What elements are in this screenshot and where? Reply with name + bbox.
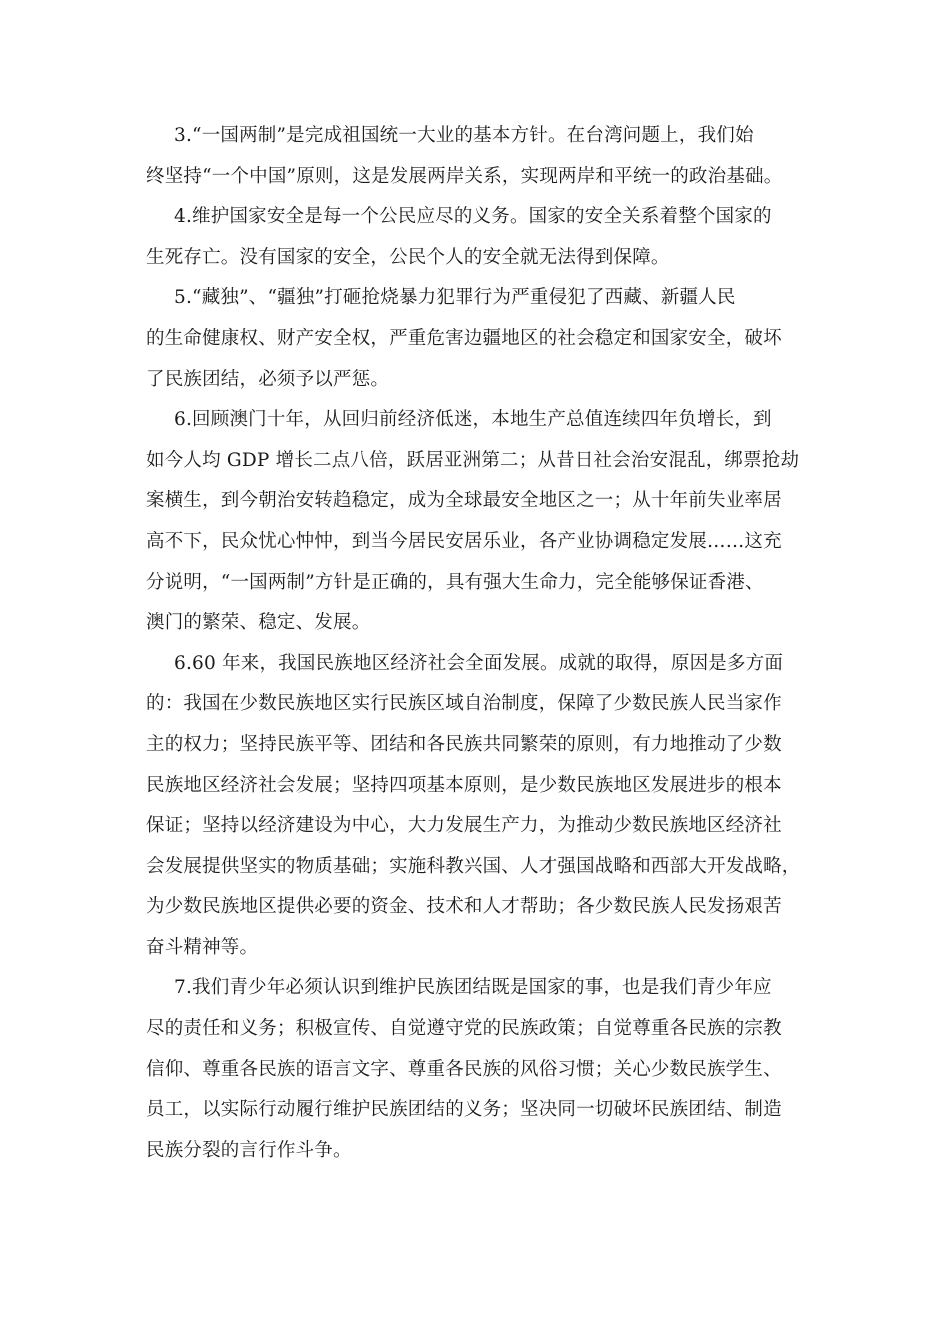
paragraph-line: 6.回顾澳门十年，从回归前经济低迷，本地生产总值连续四年负增长，到 — [174, 409, 772, 431]
paragraph-6-macau — [146, 400, 811, 644]
paragraph-line: 终坚持“一个中国”原则，这是发展两岸关系，实现两岸和平统一的政治基础。 — [146, 165, 783, 187]
paragraph-7 — [146, 968, 811, 1171]
paragraph-line: 高不下，民众忧心忡忡，到当今居民安居乐业，各产业协调稳定发展……这充 — [146, 530, 782, 552]
paragraph-line: 保证；坚持以经济建设为中心，大力发展生产力，为推动少数民族地区经济社 — [146, 815, 782, 837]
paragraph-5 — [146, 278, 811, 400]
paragraph-line: 信仰、尊重各民族的语言文字、尊重各民族的风俗习惯；关心少数民族学生、 — [146, 1058, 782, 1080]
paragraph-line: 会发展提供坚实的物质基础；实施科教兴国、人才强国战略和西部大开发战略， — [146, 855, 801, 877]
paragraph-line: 的：我国在少数民族地区实行民族区域自治制度，保障了少数民族人民当家作 — [146, 693, 782, 715]
paragraph-line: 澳门的繁荣、稳定、发展。 — [146, 612, 371, 634]
paragraph-line: 主的权力；坚持民族平等、团结和各民族共同繁荣的原则，有力地推动了少数 — [146, 733, 782, 755]
paragraph-line: 为少数民族地区提供必要的资金、技术和人才帮助；各少数民族人民发扬艰苦 — [146, 896, 782, 918]
paragraph-4 — [146, 197, 811, 278]
paragraph-6-ethnic-regions — [146, 644, 811, 969]
paragraph-line: 生死存亡。没有国家的安全，公民个人的安全就无法得到保障。 — [146, 246, 670, 268]
paragraph-line: 案横生，到今朝治安转趋稳定，成为全球最安全地区之一；从十年前失业率居 — [146, 490, 782, 512]
paragraph-line: 3.“一国两制”是完成祖国统一大业的基本方针。在台湾问题上，我们始 — [174, 125, 754, 146]
paragraph-line: 的生命健康权、财产安全权，严重危害边疆地区的社会稳定和国家安全，破坏 — [146, 327, 782, 349]
paragraph-3 — [146, 116, 811, 197]
paragraph-line: 7.我们青少年必须认识到维护民族团结既是国家的事，也是我们青少年应 — [174, 977, 772, 999]
document-body — [146, 116, 811, 1171]
paragraph-line: 了民族团结，必须予以严惩。 — [146, 368, 390, 390]
paragraph-line: 分说明，“一国两制”方针是正确的，具有强大生命力，完全能够保证香港、 — [146, 571, 764, 593]
paragraph-line: 6.60 年来，我国民族地区经济社会全面发展。成就的取得，原因是多方面 — [174, 652, 784, 674]
paragraph-line: 员工，以实际行动履行维护民族团结的义务；坚决同一切破坏民族团结、制造 — [146, 1099, 782, 1121]
paragraph-line: 如今人均 GDP 增长二点八倍，跃居亚洲第二；从昔日社会治安混乱，绑票抢劫 — [146, 449, 800, 471]
paragraph-line: 尽的责任和义务；积极宣传、自觉遵守党的民族政策；自觉尊重各民族的宗教 — [146, 1018, 782, 1040]
paragraph-line: 5.“藏独”、“疆独”打砸抢烧暴力犯罪行为严重侵犯了西藏、新疆人民 — [174, 287, 736, 309]
paragraph-line: 4.维护国家安全是每一个公民应尽的义务。国家的安全关系着整个国家的 — [174, 206, 772, 228]
paragraph-line: 民族分裂的言行作斗争。 — [146, 1139, 352, 1161]
paragraph-line: 民族地区经济社会发展；坚持四项基本原则，是少数民族地区发展进步的根本 — [146, 774, 782, 796]
paragraph-line: 奋斗精神等。 — [146, 936, 259, 958]
